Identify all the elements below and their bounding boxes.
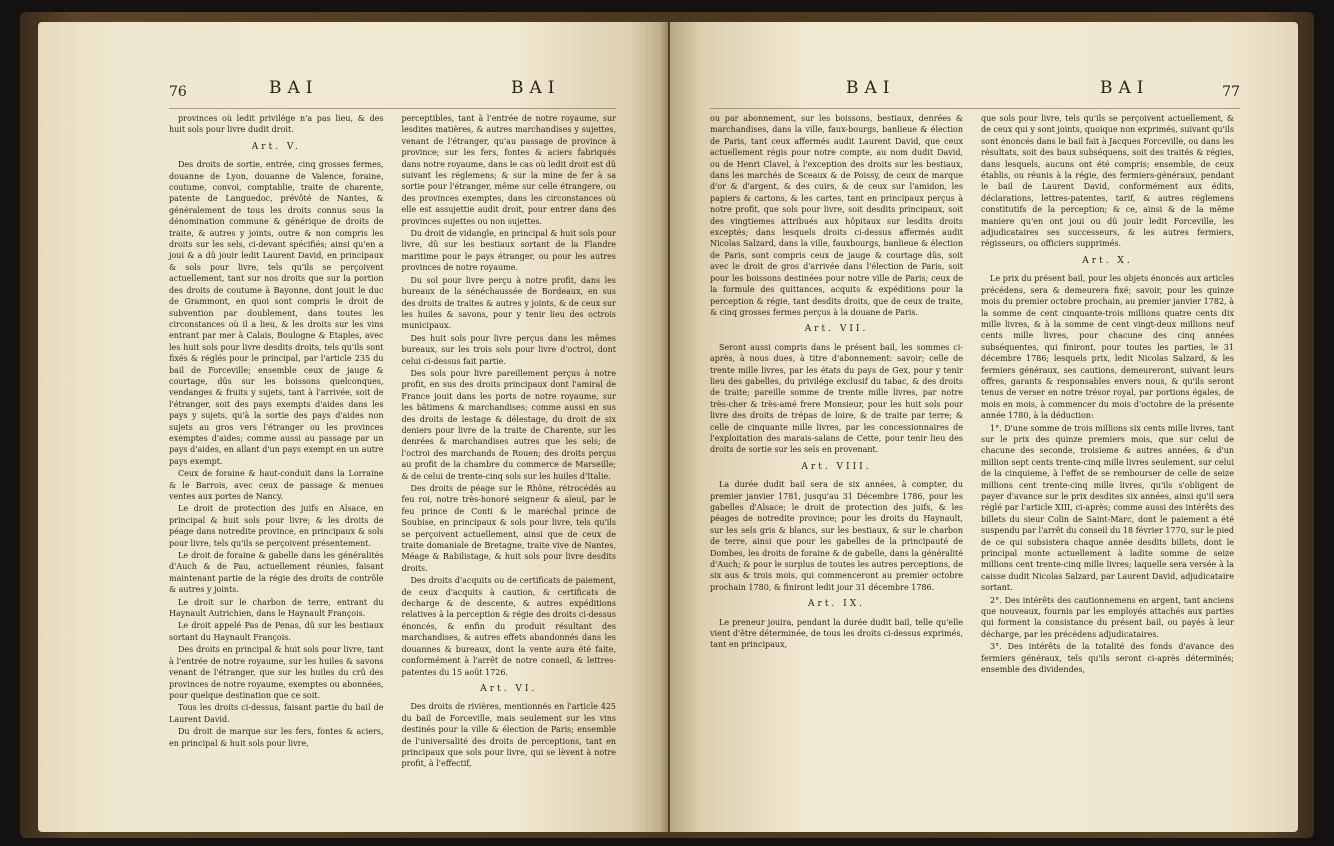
paragraph: Du droit de vidangle, en principal & huit sols pour livre, dû sur les bestiaux sortant de la Flandre maritime pour le pays étranger, ou pour les autres provinces de notre royaume. — [401, 229, 616, 273]
paragraph: perceptibles, tant à l'entrée de notre royaume, sur lesdites matières, & autres marchandises y sujettes, venant de l'étranger, qu'au passage de province à province; sur les fers, fontes & aciers fabriqués dans notre royaume, dans le cas où ledit droit est dû suivant les réglemens; & sur la mine de fer à sa sortie pour l'étranger, même sur celle étrangere, ou des provinces exemptes, dans les circonstances où elle est assujettie audit droit, pour entrer dans des provinces sujettes ou non sujettes. — [401, 114, 616, 226]
left-page-header — [169, 74, 616, 108]
left-running-head-2: BAI — [511, 78, 561, 98]
right-running-head-1: BAI — [846, 78, 896, 98]
paragraph: Le prix du présent bail, pour les objets énoncés aux articles précédens, sera & demeurera fixé; savoir, pour les quinze mois du premier octobre prochain, au premier janvier 1782, à la somme de cent cinquante-trois millions quatre cents dix mille livres, & à la somme de cent vingt-deux millions neuf cents mille livres, pour chacune des cinq années subséquentes, qui finiront, pour toutes les parties, le 31 décembre 1786; lesquels prix, ledit Nicolas Salzard, & les fermiers généraux, ses cautions, demeureront, suivant leurs offres, garants & responsables envers nous, & qu'ils seront tenus de verser en notre trésor royal, par portions égales, de mois en mois, à commencer du mois d'octobre de la présente année 1780, à la déduction: — [981, 274, 1234, 421]
right-page — [670, 22, 1298, 832]
paragraph: Tous les droits ci-dessus, faisant partie du bail de Laurent David. — [169, 703, 384, 724]
article-heading: Art. IX. — [808, 599, 865, 610]
left-page-number: 76 — [169, 84, 187, 100]
paragraph: provinces où ledit privilége n'a pas lieu, & des huit sols pour livre dudit droit. — [169, 114, 384, 135]
paragraph: Des droits en principal & huit sols pour livre, tant à l'entrée de notre royaume, sur les huiles & savons venant de l'étranger, que sur les huiles du crû des provinces de notre royaume, exemptes ou abonnées, pour quelque destination que ce soit. — [169, 645, 384, 700]
paragraph: Des sols pour livre pareillement perçus à notre profit, en sus des droits principaux dont l'amiral de France jouit dans les ports de notre royaume, sur les bâtimens & marchandises; comme aussi en sus des droits de lestage & délestage, du droit de six deniers pour livre de la traite de Charente, sur les denrées & marchandises autres que les sels; de l'octroi des marchands de Rouen; des droits perçus au profit de la chambre du commerce de Marseille; & de celui de trente-cinq sols sur les huiles d'Italie. — [401, 368, 616, 481]
paragraph: que sols pour livre, tels qu'ils se perçoivent actuellement, & de ceux qui y sont joints, quoique non exprimés, suivant qu'ils sont énoncés dans le bail fait à Jacques Forceville, ou dans les résultats, soit des baux subséquens, soit des traités & régies, dans lesquels, aucuns ont été compris; ensemble, de ceux établis, ou réunis à la régie, des fermiers-généraux, pendant le bail de Laurent David, conformément aux édits, déclarations, lettres-patentes, tarif, & autres réglemens constitutifs de la perception; & ce, ainsi & de la même maniere qu'en ont joui ou dû jouir ledit Forceville, les adjudicataires ses successeurs, & les autres fermiers, régisseurs, ou officiers supprimés. — [981, 114, 1234, 249]
left-column-1 — [169, 113, 384, 771]
article-heading: Art. VIII. — [801, 461, 872, 472]
paragraph: ou par abonnement, sur les boissons, bestiaux, denrées & marchandises, dans la ville, faux-bourgs, banlieue & élection de Paris, tant ceux affermés audit Laurent David, que ceux actuellement régis pour notre compte, au nom dudit David, ou de Henri Clavel, à l'exception des droits sur les bestiaux, dans les marchés de Sceaux & de Poissy, de ceux de marque d'or & d'argent, & des cuirs, & de ceux sur l'amidon, les papiers & cartons, & les cartes, tant en principaux perçus à notre profit, que sols pour livre, soit desdits principaux, soit des vingtiemes attribués aux hôpitaux sur lesdits droits exceptés; dans lesquels droits ci-dessus affermés audit Nicolas Salzard, dans la ville, fauxbourgs, banlieue & élection de Paris, sont compris ceux de jauge & courtage dûs, soit avec le droit de gros d'arrivée dans l'élection de Paris, soit pour les boissons destinées pour notre ville de Paris; ceux de la formule des quittances, acquits & expéditions pour la perception & régie, tant desdits droits, que de ceux de traite, & cinq grosses fermes perçus à la douane de Paris. — [710, 114, 963, 317]
right-columns — [710, 113, 1240, 677]
paragraph: Le droit de protection des juifs en Alsace, en principal & huit sols pour livre; & les droits de péage dans notredite province, en principaux & sols pour livre, tels qu'ils se perçoivent présentement. — [169, 504, 384, 548]
paragraph: Des droits d'acquits ou de certificats de paiement, de ceux d'acquits à caution, & certificats de decharge & de descente, & autres expéditions relatives à la perception & régie des droits ci-dessus énoncés, & enfin du produit résultant des marchandises, & autres effets abandonnés dans les douannes & bureaux, dont la vente aura été faite, conformément à l'arrêt de notre conseil, & lettres-patentes du 15 août 1726. — [401, 576, 616, 677]
paragraph: Des droits de rivières, mentionnés en l'article 425 du bail de Forceville, mais seulement sur les vins destinés pour la ville & élection de Paris; ensemble de l'universalité des droits de perceptions, tant en principaux que sols pour livre, qui se lèvent à notre profit, à l'effectif, — [401, 702, 616, 769]
paragraph: 1°. D'une somme de trois millions six cents mille livres, tant sur le prix des quinze premiers mois, que sur celui de chacune des seconde, troisieme & autres années, & d'un million sept cents trente-cinq mille livres seulement, sur celui de la cinquieme, à l'effet de se rembourser de celle de seize millions cent trente-cinq mille livres, qu'ils s'obligent de payer d'avance sur le prix desdites six années, ainsi qu'il sera réglé par l'article XIII, ci-après; comme aussi des intérêts des billets du sieur Colin de Saint-Marc, dont le paiement a été suspendu par l'arrêt du conseil du 18 février 1770, sur le pied de ce qui subsistera chaque année desdits billets, dont le principal monte actuellement à ladite somme de seize millions cent trente-cinq mille livres; laquelle sera versée à la caisse dudit Nicolas Salzard, par Laurent David, adjudicataire sortant. — [981, 423, 1234, 593]
article-heading: Art. VII. — [804, 324, 869, 335]
left-column-2 — [402, 113, 617, 771]
left-running-head-1: BAI — [269, 78, 319, 98]
paragraph: Le droit sur le charbon de terre, entrant du Haynault Autrichien, dans le Haynault François. — [169, 597, 384, 619]
paragraph: Des huit sols pour livre perçus dans les mêmes bureaux, sur les trois sols pour livre d'octroi, dont celui ci-dessus fait partie. — [401, 333, 616, 366]
paragraph: Seront aussi compris dans le présent bail, les sommes ci-après, à nous dues, à titre d'abonnement: savoir; celle de trente mille livres, par les états du pays de Gex, pour y tenir lieu des gabelles, du privilége exclusif du tabac, & des droits de traite; pareille somme de trente mille livres, par notre très-cher & très-amé frere Monsieur, pour les huit sols pour livre des droits de trépas de loire, & de traite par terre; & celle de cinquante mille livres, par les concessionnaires de l'exploitation des marais-salans de Cette, pour tenir lieu des droits de sortie sur les sels en provenant. — [710, 342, 963, 455]
right-header-rule — [710, 108, 1240, 109]
paragraph: 3°. Des intérêts de la totalité des fonds d'avance des fermiers généraux, tels qu'ils seront ci-après déterminés; ensemble des dividendes, — [981, 642, 1234, 675]
left-header-rule — [169, 108, 616, 109]
paragraph: Du sol pour livre perçu à notre profit, dans les bureaux de la sénéchaussée de Bordeaux, en sus des droits de traites & autres y joints, & de ceux sur les huiles & savons, pour y tenir lieu des octrois municipaux. — [401, 275, 616, 331]
right-column-1 — [710, 113, 963, 677]
left-columns — [169, 113, 616, 771]
paragraph: La durée dudit bail sera de six années, à compter, du premier janvier 1781, jusqu'au 31 Décembre 1786, pour les gabelles d'Alsace; le droit de protection des juifs, & les péages de notredite province; pour les droits du Haynault, sur les sels gris & blancs, sur les bestiaux, & sur le charbon de terre, ainsi que pour les gabelles de la principauté de Dombes, les droits de foraine & de gabelle, dans la généralité d'Auch; & pour le surplus de toutes les autres perceptions, de six aus & trois mois, qui commenceront au premier octobre prochain 1780, & finiront ledit jour 31 décembre 1786. — [710, 480, 963, 592]
paragraph: Le droit de foraine & gabelle dans les généralités d'Auch & de Pau, actuellement réunies, faisant maintenant partie de la régie des droits de contrôle & autres y joints. — [169, 551, 384, 595]
right-page-header — [710, 74, 1240, 108]
right-running-head-2: BAI — [1100, 78, 1150, 98]
article-heading: Art. X. — [1082, 255, 1133, 266]
paragraph: Du droit de marque sur les fers, fontes & aciers, en principal & huit sols pour livre, — [169, 727, 384, 748]
right-column-2 — [981, 113, 1234, 677]
paragraph: Des droits de sortie, entrée, cinq grosses fermes, douanne de Lyon, douanne de Valence, foraine, coutume, convoi, comptablie, traite de charente, patente de Languedoc, prévôté de Nantes, & généralement de tous les droits connus sous la dénomination commune & générique de droits de traite, & autres y joints, outre & non compris les droits sur les sels, ci-devant spécifiés; ainsi qu'en a joui & a dû jouir ledit Laurent David, en principaux & sols pour livre, tels qu'ils se perçoivent actuellement, tant sur nos droits que sur la portion des droits de coutume à Bayonne, dont jouit le duc de Grammont, en quoi sont compris le droit de subvention par doublement, dans toutes les circonstances où il a lieu, & les droits sur les vins entrant par mer à Calais, Boulogne & Etaples, avec les huit sols pour livre desdits droits, tels qu'ils sont fixés & réglés pour le principal, par l'article 235 du bail de Forceville; ensemble ceux de jauge & courtage, dûs sur les boissons quelconques, vendanges & fruits y sujets, tant à l'arrivée, soit de l'étranger, soit des pays exempts d'aides dans les pays y sujets, qu'à la sortie des pays d'aides non sujets au gros vers l'étranger ou les provinces exemptes d'aides; comme aussi au passage par un pays d'aides, en allant d'un pays exempt en un autre pays exempt. — [169, 160, 384, 466]
article-heading: Art. V. — [251, 141, 301, 152]
paragraph: Le droit appelé Pas de Penas, dû sur les bestiaux sortant du Haynault François. — [169, 621, 384, 642]
article-heading: Art. VI. — [480, 683, 538, 694]
left-page — [38, 22, 668, 832]
paragraph: Ceux de foraine & haut-conduit dans la Lorraine & le Barrois, avec ceux de passage & menues ventes aux portes de Nancy. — [169, 469, 384, 501]
paragraph: 2°. Des intérêts des cautionnemens en argent, tant anciens que nouveaux, fournis par les employés attachés aux parties qui forment la consistance du présent bail, ou payés à leur décharge, par les précédens adjudicataires. — [981, 595, 1234, 639]
paragraph: Le preneur jouira, pendant la durée dudit bail, telle qu'elle vient d'être déterminée, de tous les droits ci-dessus exprimés, tant en principaux, — [710, 617, 963, 650]
right-page-number: 77 — [1222, 84, 1240, 100]
paragraph: Des droits de péage sur le Rhône, rétrocédés au feu roi, notre très-honoré seigneur & aïeul, par le feu prince de Conti & le maréchal prince de Soubise, en principaux & sols pour livre, tels qu'ils se perçoivent actuellement, ainsi que de ceux de traite domaniale de Bretagne, traite vive de Nantes, Méage & Rabilistage, & huit sols pour livre desdits droits. — [401, 484, 616, 573]
